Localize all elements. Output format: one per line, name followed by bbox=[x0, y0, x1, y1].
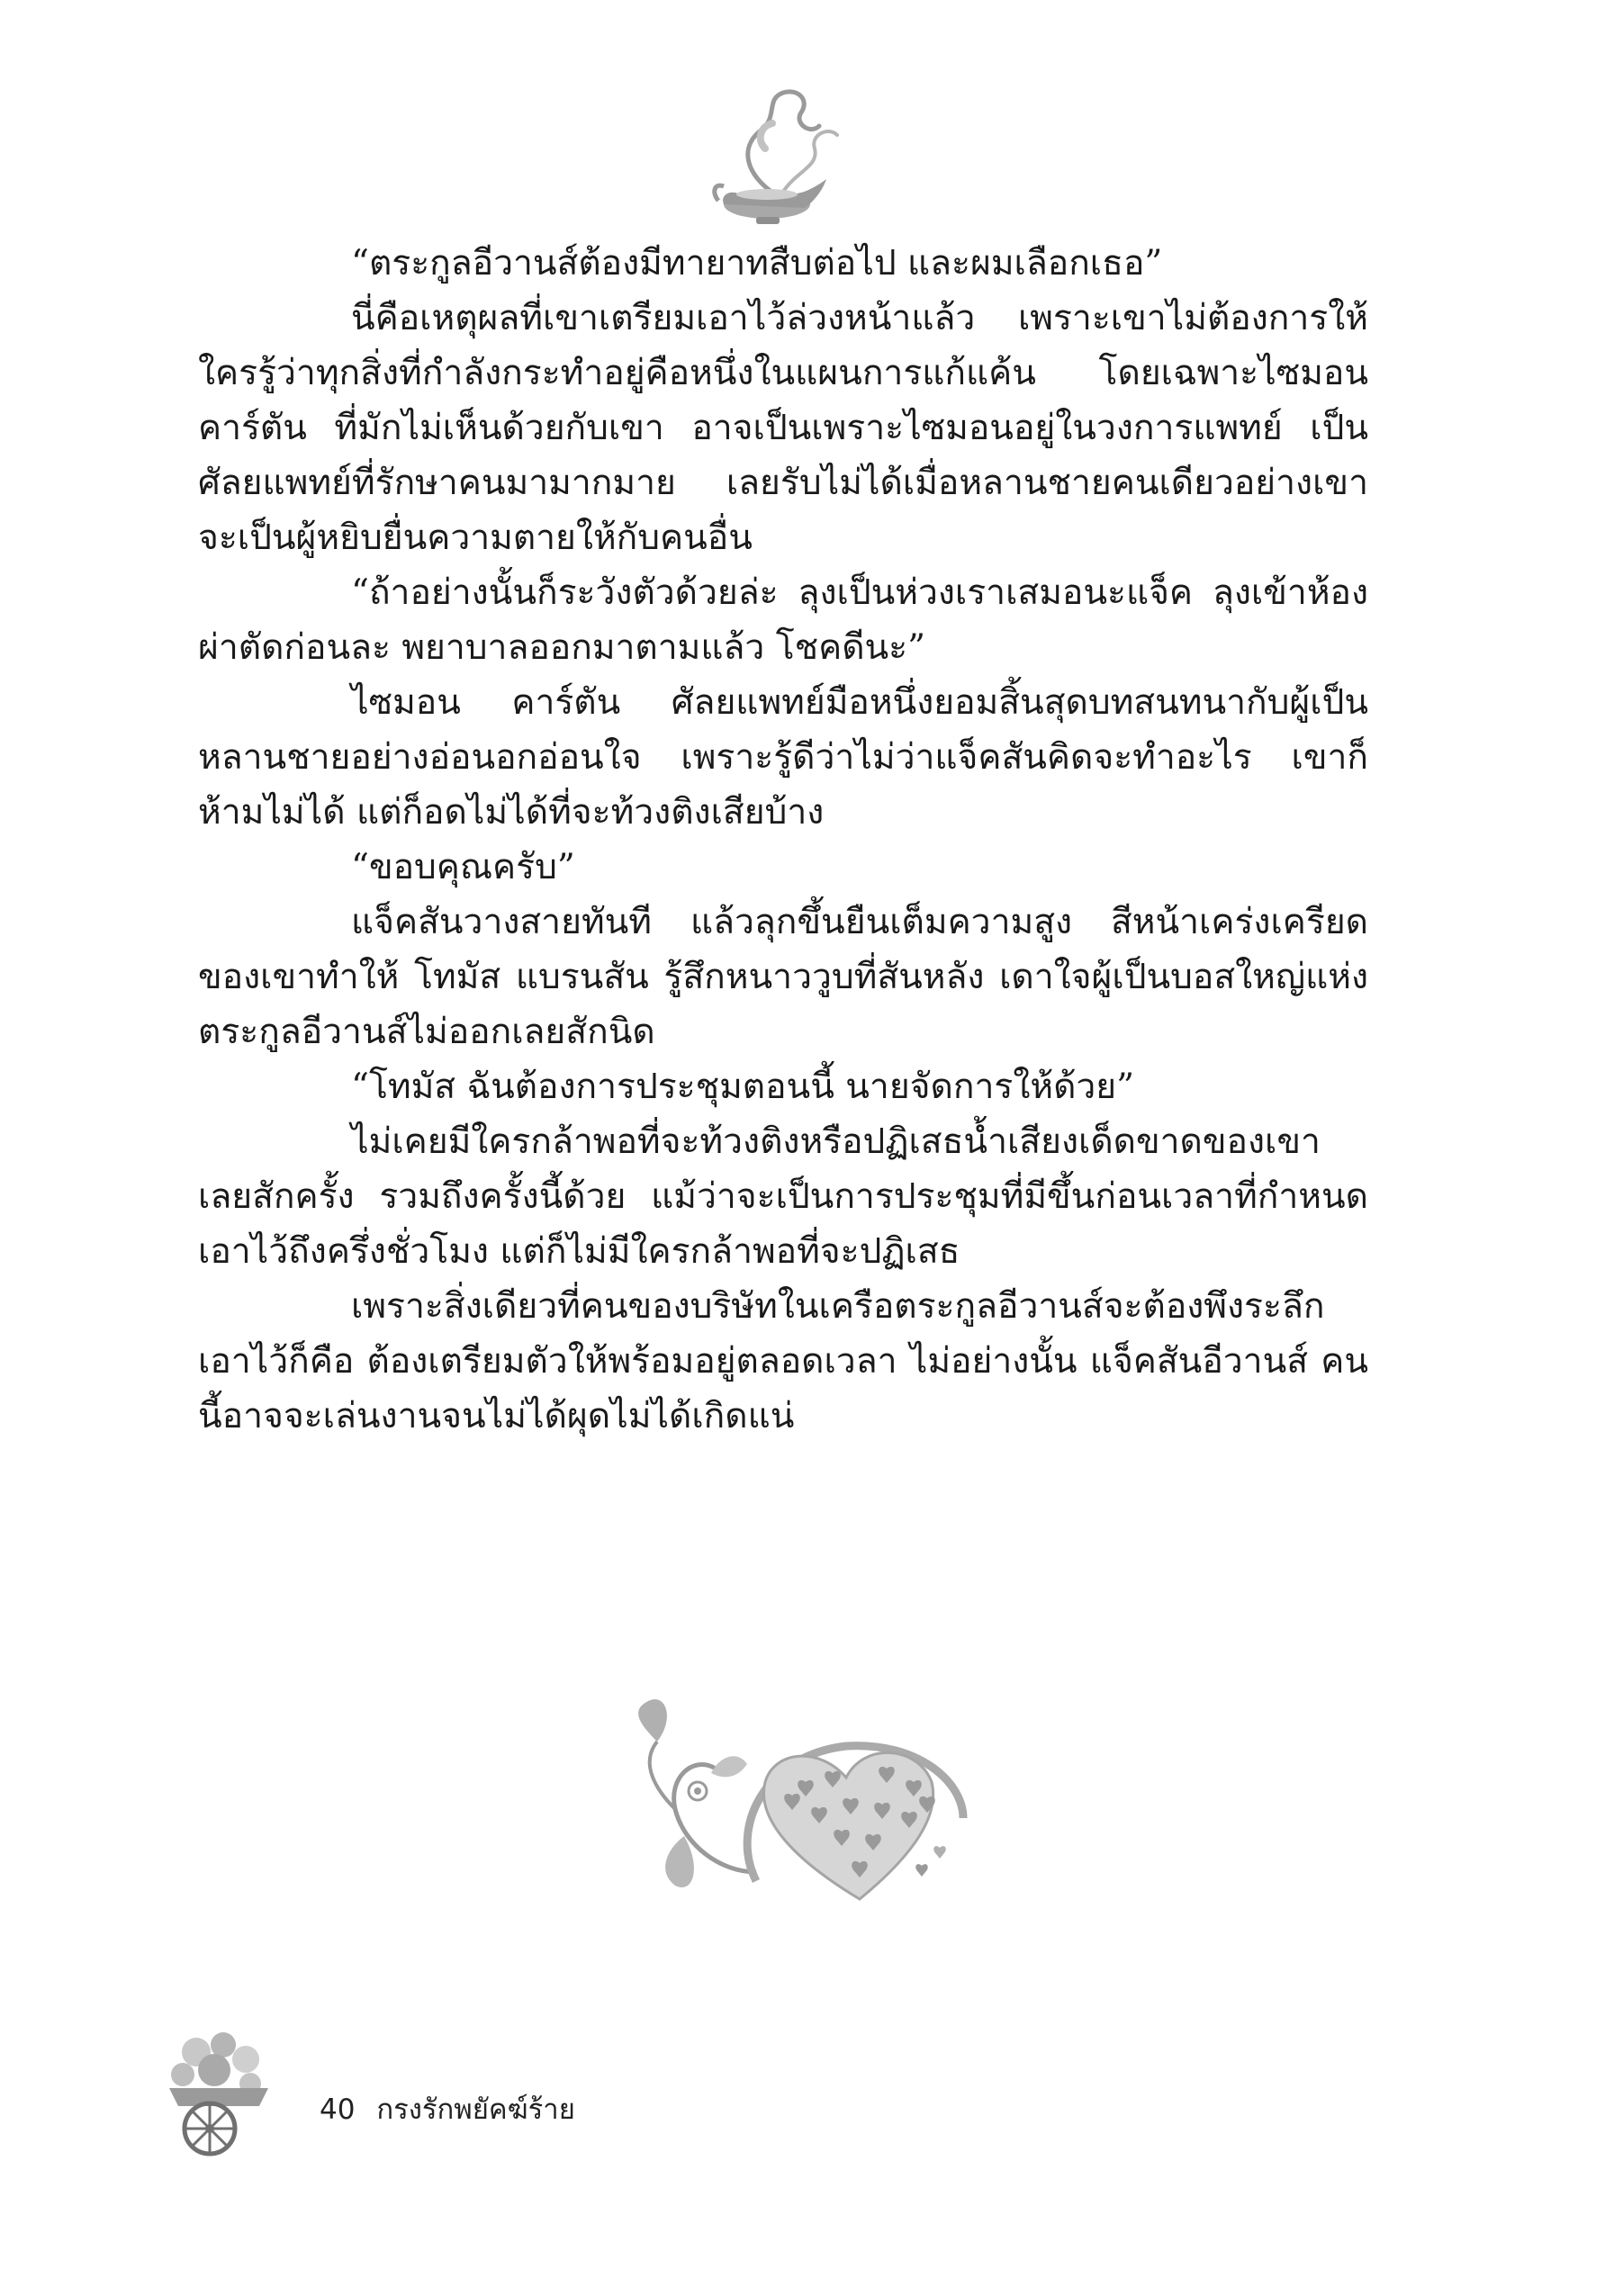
page-number: 40 bbox=[320, 2093, 356, 2126]
paragraph: “ถ้าอย่างนั้นก็ระวังตัวด้วยล่ะ ลุงเป็นห่วงเราเสมอนะแจ็ค ลุงเข้าห้องผ่าตัดก่อนละ พยาบาลออกมาตามแล้ว โชคดีนะ” bbox=[198, 572, 1368, 668]
paragraph: ไซมอน คาร์ตัน ศัลยแพทย์มือหนึ่งยอมสิ้นสุดบทสนทนากับผู้เป็นหลานชายอย่างอ่อนอกอ่อนใจ เพราะรู้ดีว่าไม่ว่าแจ็คสันคิดจะทำอะไร เขาก็ห้ามไม่ได้ แต่ก็อดไม่ได้ที่จะท้วงติงเสียบ้าง bbox=[198, 682, 1368, 833]
page-footer bbox=[320, 2086, 575, 2131]
paragraph: “ตระกูลอีวานส์ต้องมีทายาทสืบต่อไป และผมเลือกเธอ” bbox=[351, 243, 1163, 284]
paragraph: “โทมัส ฉันต้องการประชุมตอนนี้ นายจัดการให้ด้วย” bbox=[351, 1067, 1135, 1107]
body-text bbox=[198, 236, 1368, 1444]
paragraph: ไม่เคยมีใครกล้าพอที่จะท้วงติงหรือปฏิเสธน้ำเสียงเด็ดขาดของเขาเลยสักครั้ง รวมถึงครั้งนี้ด้วย แม้ว่าจะเป็นการประชุมที่มีขึ้นก่อนเวลาที่กำหนดเอาไว้ถึงครึ่งชั่วโมง แต่ก็ไม่มีใครกล้าพอที่จะปฏิเสธ bbox=[198, 1121, 1368, 1272]
paragraph: แจ็คสันวางสายทันที แล้วลุกขึ้นยืนเต็มความสูง สีหน้าเคร่งเครียดของเขาทำให้ โทมัส แบรนสัน รู้สึกหนาววูบที่สันหลัง เดาใจผู้เป็นบอสใหญ่แห่งตระกูลอีวานส์ไม่ออกเลยสักนิด bbox=[198, 902, 1368, 1052]
genie-lamp-icon bbox=[711, 86, 846, 230]
book-title: กรงรักพยัคฆ์ร้าย bbox=[376, 2093, 575, 2126]
paragraph: นี่คือเหตุผลที่เขาเตรียมเอาไว้ล่วงหน้าแล้ว เพราะเขาไม่ต้องการให้ใครรู้ว่าทุกสิ่งที่กำลังกระทำอยู่คือหนึ่งในแผนการแก้แค้น โดยเฉพาะไซมอน คาร์ตัน ที่มักไม่เห็นด้วยกับเขา อาจเป็นเพราะไซมอนอยู่ในวงการแพทย์ เป็นศัลยแพทย์ที่รักษาคนมามากมาย เลยรับไม่ได้เมื่อหลานชายคนเดียวอย่างเขาจะเป็นผู้หยิบยื่นความตายให้กับคนอื่น bbox=[198, 298, 1368, 558]
paragraph: “ขอบคุณครับ” bbox=[351, 847, 575, 887]
heart-of-hearts-icon bbox=[621, 1692, 981, 1917]
flower-cart-icon bbox=[160, 2025, 277, 2160]
paragraph: เพราะสิ่งเดียวที่คนของบริษัทในเครือตระกูลอีวานส์จะต้องพึงระลึกเอาไว้ก็คือ ต้องเตรียมตัวให้พร้อมอยู่ตลอดเวลา ไม่อย่างนั้น แจ็คสันอีวานส์ คนนี้อาจจะเล่นงานจนไม่ได้ผุดไม่ได้เกิดแน่ bbox=[198, 1286, 1368, 1436]
